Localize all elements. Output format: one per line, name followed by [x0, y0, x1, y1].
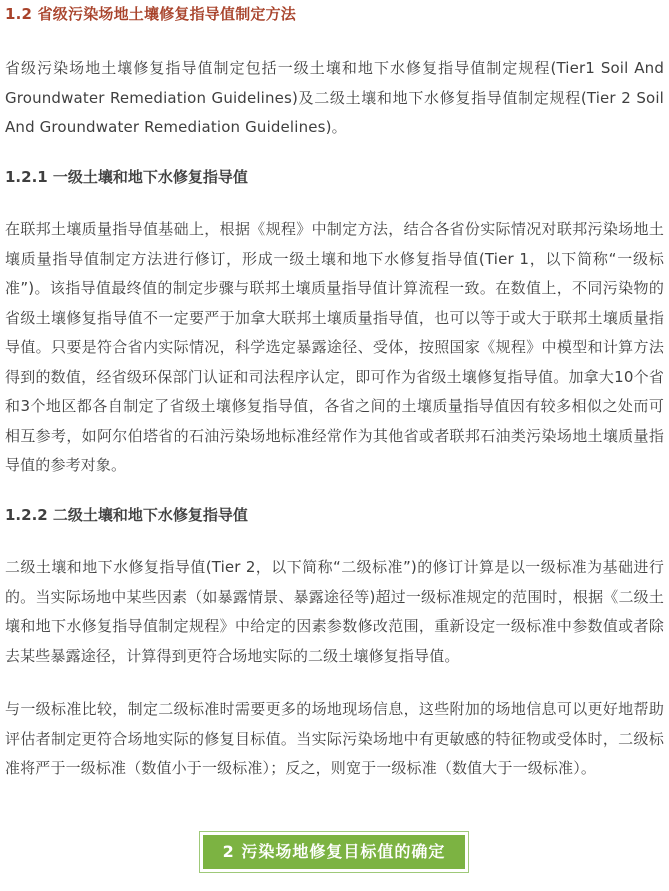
section-heading: 1.2 省级污染场地土壤修复指导值制定方法: [5, 5, 296, 23]
subsection-2-paragraph-2: 与一级标准比较，制定二级标准时需要更多的场地现场信息，这些附加的场地信息可以更好地帮助评估者制定更符合场地实际的修复目标值。当实际污染场地中有更敏感的特征物或受体时，二级标准将严于一级标准（数值小于一级标准）；反之，则宽于一级标准（数值大于一级标准）。: [5, 700, 664, 777]
intro-paragraph: 省级污染场地土壤修复指导值制定包括一级土壤和地下水修复指导值制定规程(Tier1 Soil And Groundwater Remediation Guidelines)及二级土壤和地下水修复指导值制定规程(Tier 2 Soil And Groundwater Remediation Guidelines)。: [5, 59, 664, 136]
subsection-1-heading: 1.2.1 一级土壤和地下水修复指导值: [5, 168, 248, 186]
next-section-button-frame[interactable]: [199, 831, 469, 873]
next-section-button[interactable]: 2 污染场地修复目标值的确定: [203, 835, 465, 869]
subsection-2-paragraph-1: 二级土壤和地下水修复指导值(Tier 2，以下简称“二级标准”)的修订计算是以一级标准为基础进行的。当实际场地中某些因素（如暴露情景、暴露途径等)超过一级标准规定的范围时，根据《二级土壤和地下水修复指导值制定规程》中给定的因素参数修改范围，重新设定一级标准中参数值或者除去某些暴露途径，计算得到更符合场地实际的二级土壤修复指导值。: [5, 558, 664, 665]
subsection-1-paragraph: 在联邦土壤质量指导值基础上，根据《规程》中制定方法，结合各省份实际情况对联邦污染场地土壤质量指导值制定方法进行修订，形成一级土壤和地下水修复指导值(Tier 1，以下简称“一级标准”)。该指导值最终值的制定步骤与联邦土壤质量指导值计算流程一致。在数值上，不同污染物的省级土壤修复指导值不一定要严于加拿大联邦土壤质量指导值，也可以等于或大于联邦土壤质量指导值。只要是符合省内实际情况，科学选定暴露途径、受体，按照国家《规程》中模型和计算方法得到的数值，经省级环保部门认证和司法程序认定，即可作为省级土壤修复指导值。加拿大10个省和3个地区都各自制定了省级土壤修复指导值，各省之间的土壤质量指导值因有较多相似之处而可相互参考，如阿尔伯塔省的石油污染场地标准经常作为其他省或者联邦石油类污染场地土壤质量指导值的参考对象。: [5, 220, 664, 474]
subsection-2-heading: 1.2.2 二级土壤和地下水修复指导值: [5, 506, 248, 524]
